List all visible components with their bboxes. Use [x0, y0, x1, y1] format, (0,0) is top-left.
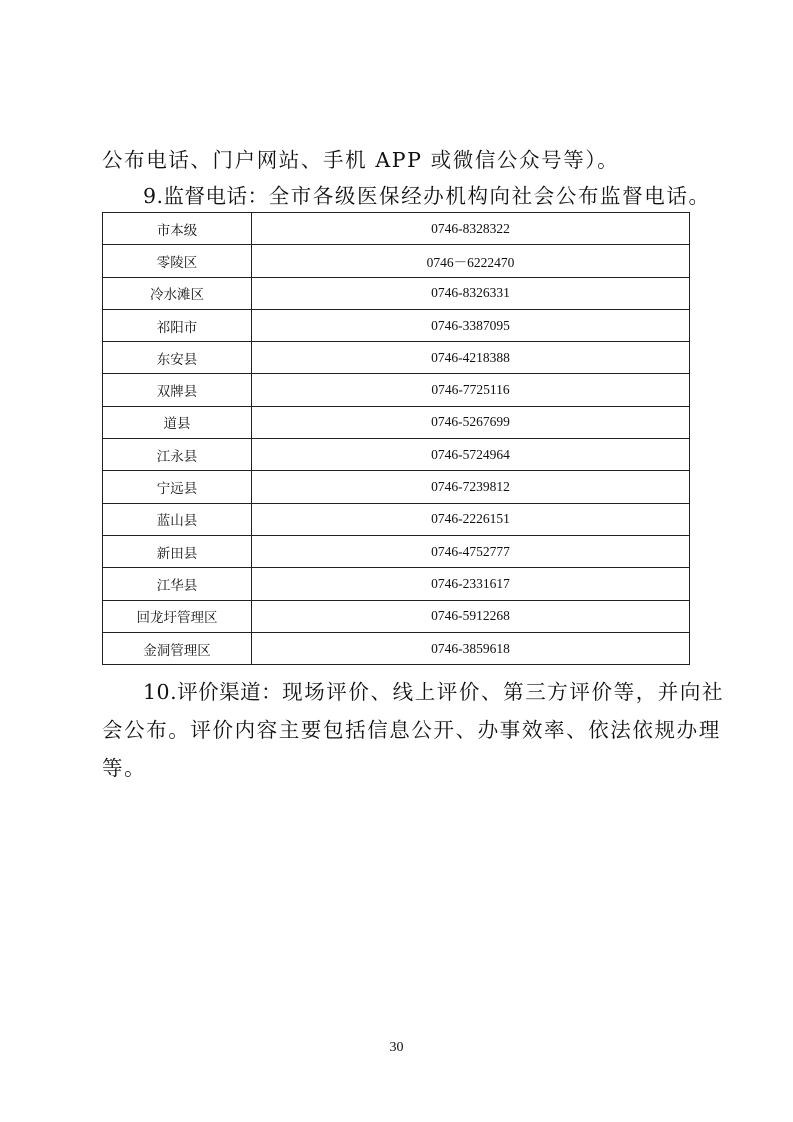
table-row: [103, 503, 690, 535]
phone-number-cell: 0746-5724964: [252, 439, 690, 471]
district-name-cell: 祁阳市: [103, 309, 252, 341]
item-10-text: 现场评价、线上评价、第三方评价等，并向社: [282, 680, 725, 704]
table-row: [103, 471, 690, 503]
item-9-label: 9.监督电话：: [143, 184, 269, 208]
item-9-heading: [143, 184, 711, 208]
phone-number-cell: 0746-2226151: [252, 503, 690, 535]
phone-number-cell: 0746-4752777: [252, 535, 690, 567]
table-body: [103, 213, 690, 665]
district-name-cell: 蓝山县: [103, 503, 252, 535]
table-row: [103, 406, 690, 438]
table-row: [103, 632, 690, 664]
district-name-cell: 东安县: [103, 342, 252, 374]
phone-number-cell: 0746－6222470: [252, 245, 690, 277]
table-row: [103, 374, 690, 406]
page-number: 30: [389, 1040, 404, 1055]
item-10-label: 10.评价渠道：: [143, 680, 283, 704]
district-name-cell: 江华县: [103, 568, 252, 600]
district-name-cell: 零陵区: [103, 245, 252, 277]
district-name-cell: 双牌县: [103, 374, 252, 406]
phone-number-cell: 0746-3859618: [252, 632, 690, 664]
phone-number-cell: 0746-7239812: [252, 471, 690, 503]
item-10-heading: [143, 680, 724, 704]
table-row: [103, 277, 690, 309]
district-name-cell: 冷水滩区: [103, 277, 252, 309]
supervision-phone-table: [102, 212, 690, 665]
district-name-cell: 新田县: [103, 535, 252, 567]
paragraph-continuation: 公布电话、门户网站、手机 APP 或微信公众号等）。: [102, 148, 620, 172]
phone-number-cell: 0746-2331617: [252, 568, 690, 600]
table-row: [103, 245, 690, 277]
district-name-cell: 道县: [103, 406, 252, 438]
district-name-cell: 金洞管理区: [103, 632, 252, 664]
phone-number-cell: 0746-4218388: [252, 342, 690, 374]
table-row: [103, 213, 690, 245]
phone-number-cell: 0746-3387095: [252, 309, 690, 341]
district-name-cell: 回龙圩管理区: [103, 600, 252, 632]
item-10-continuation-2: 等。: [102, 756, 147, 780]
table-row: [103, 568, 690, 600]
table-row: [103, 342, 690, 374]
phone-number-cell: 0746-5267699: [252, 406, 690, 438]
table-row: [103, 439, 690, 471]
table-row: [103, 309, 690, 341]
district-name-cell: 宁远县: [103, 471, 252, 503]
table-row: [103, 535, 690, 567]
item-9-text: 全市各级医保经办机构向社会公布监督电话。: [268, 184, 711, 208]
district-name-cell: 江永县: [103, 439, 252, 471]
phone-number-cell: 0746-8326331: [252, 277, 690, 309]
phone-number-cell: 0746-7725116: [252, 374, 690, 406]
phone-number-cell: 0746-8328322: [252, 213, 690, 245]
table-row: [103, 600, 690, 632]
district-name-cell: 市本级: [103, 213, 252, 245]
phone-number-cell: 0746-5912268: [252, 600, 690, 632]
item-10-continuation-1: 会公布。评价内容主要包括信息公开、办事效率、依法依规办理: [102, 718, 721, 742]
